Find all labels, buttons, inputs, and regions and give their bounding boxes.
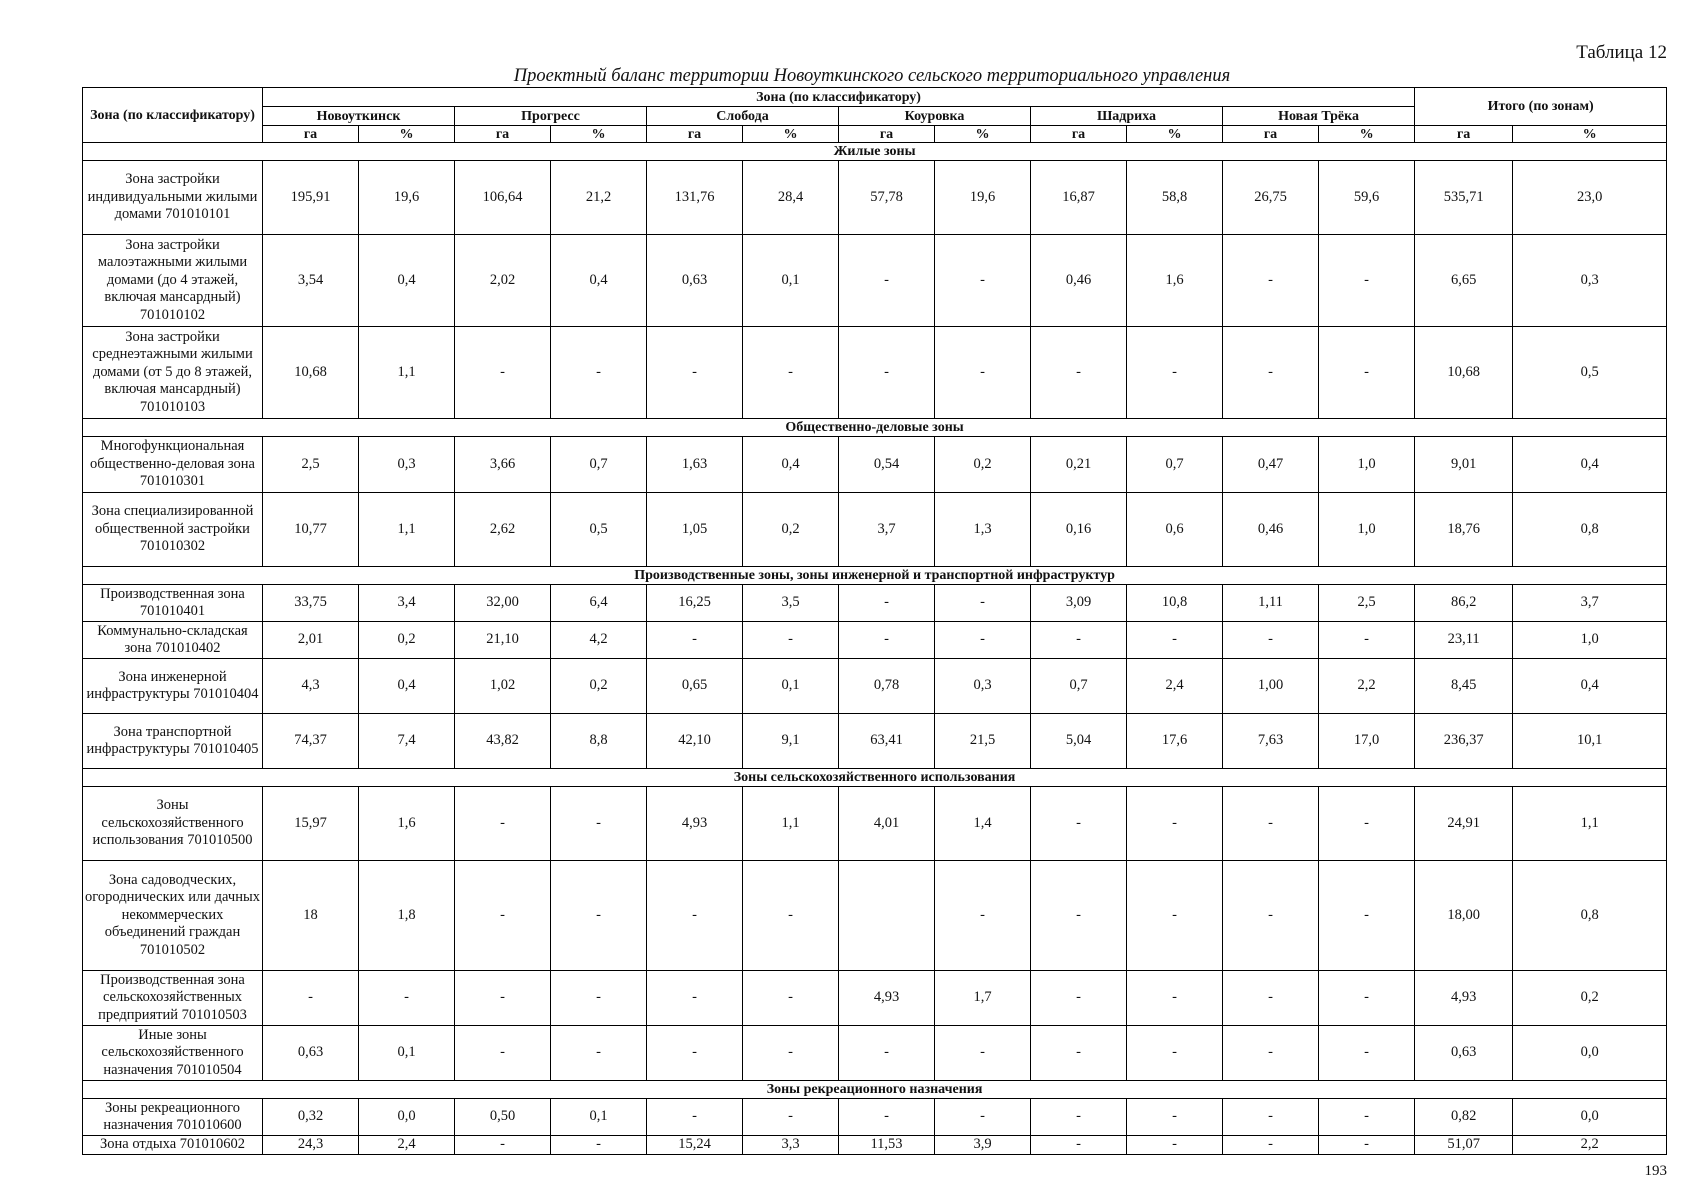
percent-cell: 0,1 (743, 659, 839, 714)
percent-cell: - (1127, 1026, 1223, 1081)
table-row (83, 1026, 1667, 1081)
section-row (83, 567, 1667, 585)
area-ha-cell: 24,91 (1415, 787, 1513, 861)
area-ha-cell: 1,05 (647, 493, 743, 567)
percent-cell: - (551, 1026, 647, 1081)
area-ha-cell: 18,00 (1415, 861, 1513, 971)
header-settlement: Новая Трёка (1223, 107, 1415, 126)
percent-cell: 3,4 (359, 585, 455, 622)
percent-cell: 0,4 (743, 437, 839, 493)
percent-cell: 0,8 (1513, 861, 1667, 971)
area-ha-cell: 1,63 (647, 437, 743, 493)
header-unit-ha: га (263, 126, 359, 143)
percent-cell: - (935, 1026, 1031, 1081)
area-ha-cell: - (1031, 1136, 1127, 1155)
percent-cell: - (1127, 1099, 1223, 1136)
header-unit-pct: % (1513, 126, 1667, 143)
area-ha-cell: 0,16 (1031, 493, 1127, 567)
percent-cell: 28,4 (743, 161, 839, 235)
percent-cell: - (1319, 622, 1415, 659)
percent-cell: - (743, 861, 839, 971)
percent-cell: 0,1 (359, 1026, 455, 1081)
area-ha-cell: 23,11 (1415, 622, 1513, 659)
header-settlement: Слобода (647, 107, 839, 126)
table-caption: Проектный баланс территории Новоуткинского сельского территориального управления (513, 66, 1231, 86)
percent-cell: 0,1 (743, 235, 839, 327)
area-ha-cell: 0,54 (839, 437, 935, 493)
area-ha-cell: - (455, 971, 551, 1026)
zone-name-cell: Зона отдыха 701010602 (83, 1136, 263, 1155)
percent-cell: - (935, 327, 1031, 419)
area-ha-cell: - (1031, 622, 1127, 659)
area-ha-cell (839, 861, 935, 971)
area-ha-cell: 0,7 (1031, 659, 1127, 714)
header-unit-pct: % (1319, 126, 1415, 143)
percent-cell: - (935, 861, 1031, 971)
area-ha-cell: - (647, 971, 743, 1026)
section-title: Жилые зоны (83, 143, 1667, 161)
percent-cell: 1,1 (359, 327, 455, 419)
section-title: Зоны сельскохозяйственного использования (83, 769, 1667, 787)
area-ha-cell: 15,97 (263, 787, 359, 861)
area-ha-cell: - (455, 1136, 551, 1155)
area-ha-cell: 10,68 (1415, 327, 1513, 419)
header-unit-ha: га (839, 126, 935, 143)
percent-cell: 0,6 (1127, 493, 1223, 567)
percent-cell: 21,2 (551, 161, 647, 235)
percent-cell: 0,2 (551, 659, 647, 714)
area-ha-cell: 9,01 (1415, 437, 1513, 493)
percent-cell: 0,4 (1513, 437, 1667, 493)
area-ha-cell: 11,53 (839, 1136, 935, 1155)
percent-cell: 1,6 (359, 787, 455, 861)
percent-cell: 0,4 (551, 235, 647, 327)
percent-cell: 6,4 (551, 585, 647, 622)
area-ha-cell: 1,00 (1223, 659, 1319, 714)
percent-cell: 0,2 (359, 622, 455, 659)
area-ha-cell: - (1223, 235, 1319, 327)
table-row (83, 235, 1667, 327)
percent-cell: - (935, 1099, 1031, 1136)
area-ha-cell: 2,02 (455, 235, 551, 327)
area-ha-cell: - (839, 622, 935, 659)
area-ha-cell: 0,50 (455, 1099, 551, 1136)
percent-cell: 1,0 (1319, 437, 1415, 493)
table-row (83, 1136, 1667, 1155)
area-ha-cell: - (1223, 1099, 1319, 1136)
header-settlement: Коуровка (839, 107, 1031, 126)
percent-cell: - (1127, 622, 1223, 659)
area-ha-cell: 0,47 (1223, 437, 1319, 493)
percent-cell: 0,2 (1513, 971, 1667, 1026)
area-ha-cell: - (455, 1026, 551, 1081)
area-ha-cell: 4,93 (839, 971, 935, 1026)
area-ha-cell: 8,45 (1415, 659, 1513, 714)
percent-cell: 2,2 (1513, 1136, 1667, 1155)
percent-cell: 9,1 (743, 714, 839, 769)
area-ha-cell: 16,25 (647, 585, 743, 622)
header-unit-pct: % (935, 126, 1031, 143)
table-body (83, 143, 1667, 1155)
percent-cell: 1,6 (1127, 235, 1223, 327)
zone-name-cell: Зона инженерной инфраструктуры 701010404 (83, 659, 263, 714)
table-row (83, 1099, 1667, 1136)
area-ha-cell: 2,01 (263, 622, 359, 659)
area-ha-cell: 3,7 (839, 493, 935, 567)
area-ha-cell: - (839, 585, 935, 622)
percent-cell: - (1127, 787, 1223, 861)
zone-name-cell: Зона специализированной общественной застройки 701010302 (83, 493, 263, 567)
section-title: Зоны рекреационного назначения (83, 1081, 1667, 1099)
percent-cell: 2,2 (1319, 659, 1415, 714)
header-total: Итого (по зонам) (1415, 88, 1667, 126)
area-ha-cell: 18 (263, 861, 359, 971)
percent-cell: - (743, 622, 839, 659)
percent-cell: 2,4 (359, 1136, 455, 1155)
area-ha-cell: - (455, 861, 551, 971)
area-ha-cell: 4,3 (263, 659, 359, 714)
percent-cell: 19,6 (935, 161, 1031, 235)
area-ha-cell: 0,63 (647, 235, 743, 327)
header-unit-pct: % (359, 126, 455, 143)
zone-name-cell: Зона застройки среднеэтажными жилыми домами (от 5 до 8 этажей, включая мансардный) 701010103 (83, 327, 263, 419)
section-row (83, 419, 1667, 437)
zone-name-cell: Зоны рекреационного назначения 701010600 (83, 1099, 263, 1136)
percent-cell: 3,7 (1513, 585, 1667, 622)
section-row (83, 143, 1667, 161)
percent-cell: - (551, 1136, 647, 1155)
zone-name-cell: Зона застройки малоэтажными жилыми домами (до 4 этажей, включая мансардный) 701010102 (83, 235, 263, 327)
percent-cell: 0,4 (1513, 659, 1667, 714)
percent-cell: 1,1 (359, 493, 455, 567)
area-ha-cell: - (839, 327, 935, 419)
area-ha-cell: 236,37 (1415, 714, 1513, 769)
percent-cell: - (1319, 1099, 1415, 1136)
percent-cell: 0,4 (359, 235, 455, 327)
percent-cell: 8,8 (551, 714, 647, 769)
area-ha-cell: 32,00 (455, 585, 551, 622)
table-row (83, 714, 1667, 769)
percent-cell: 10,1 (1513, 714, 1667, 769)
percent-cell: 3,5 (743, 585, 839, 622)
percent-cell: - (551, 971, 647, 1026)
percent-cell: 21,5 (935, 714, 1031, 769)
area-ha-cell: 535,71 (1415, 161, 1513, 235)
area-ha-cell: 16,87 (1031, 161, 1127, 235)
percent-cell: 0,5 (551, 493, 647, 567)
percent-cell: 0,7 (551, 437, 647, 493)
area-ha-cell: - (1031, 971, 1127, 1026)
percent-cell: 2,4 (1127, 659, 1223, 714)
percent-cell: - (935, 622, 1031, 659)
area-ha-cell: 10,77 (263, 493, 359, 567)
percent-cell: 0,0 (1513, 1026, 1667, 1081)
area-ha-cell: 57,78 (839, 161, 935, 235)
table-row (83, 659, 1667, 714)
area-ha-cell: - (839, 235, 935, 327)
percent-cell: - (1127, 971, 1223, 1026)
percent-cell: 19,6 (359, 161, 455, 235)
percent-cell: 23,0 (1513, 161, 1667, 235)
area-ha-cell: 63,41 (839, 714, 935, 769)
page-number: 193 (1644, 1163, 1667, 1179)
table-row (83, 493, 1667, 567)
table-row (83, 585, 1667, 622)
header-unit-ha: га (647, 126, 743, 143)
percent-cell: - (1319, 235, 1415, 327)
percent-cell: - (359, 971, 455, 1026)
percent-cell: 0,5 (1513, 327, 1667, 419)
percent-cell: 17,0 (1319, 714, 1415, 769)
area-ha-cell: - (1223, 1136, 1319, 1155)
area-ha-cell: 195,91 (263, 161, 359, 235)
percent-cell: 0,3 (935, 659, 1031, 714)
area-ha-cell: 0,63 (1415, 1026, 1513, 1081)
area-ha-cell: 6,65 (1415, 235, 1513, 327)
percent-cell: - (1319, 1136, 1415, 1155)
table-row (83, 622, 1667, 659)
table-row (83, 161, 1667, 235)
section-row (83, 1081, 1667, 1099)
table-row (83, 787, 1667, 861)
header-zone-group: Зона (по классификатору) (263, 88, 1415, 107)
area-ha-cell: 2,5 (263, 437, 359, 493)
area-ha-cell: - (647, 327, 743, 419)
area-ha-cell: 42,10 (647, 714, 743, 769)
zone-name-cell: Зона застройки индивидуальными жилыми домами 701010101 (83, 161, 263, 235)
percent-cell: 1,4 (935, 787, 1031, 861)
header-settlement: Шадриха (1031, 107, 1223, 126)
area-ha-cell: 4,93 (647, 787, 743, 861)
percent-cell: - (1127, 1136, 1223, 1155)
percent-cell: - (1319, 861, 1415, 971)
zone-name-cell: Зона транспортной инфраструктуры 701010405 (83, 714, 263, 769)
percent-cell: 59,6 (1319, 161, 1415, 235)
percent-cell: - (551, 861, 647, 971)
table-row (83, 971, 1667, 1026)
area-ha-cell: 86,2 (1415, 585, 1513, 622)
percent-cell: 7,4 (359, 714, 455, 769)
percent-cell: - (935, 235, 1031, 327)
area-ha-cell: - (1223, 971, 1319, 1026)
area-ha-cell: - (1223, 622, 1319, 659)
area-ha-cell: 0,46 (1223, 493, 1319, 567)
percent-cell: - (1319, 971, 1415, 1026)
area-ha-cell: 33,75 (263, 585, 359, 622)
area-ha-cell: 10,68 (263, 327, 359, 419)
area-ha-cell: 24,3 (263, 1136, 359, 1155)
percent-cell: - (743, 1026, 839, 1081)
area-ha-cell: - (455, 787, 551, 861)
percent-cell: 4,2 (551, 622, 647, 659)
area-ha-cell: 5,04 (1031, 714, 1127, 769)
header-unit-ha: га (1223, 126, 1319, 143)
area-ha-cell: - (1223, 861, 1319, 971)
area-ha-cell: - (1223, 787, 1319, 861)
table-number: Таблица 12 (1576, 42, 1667, 63)
section-row (83, 769, 1667, 787)
area-ha-cell: - (263, 971, 359, 1026)
section-title: Производственные зоны, зоны инженерной и транспортной инфраструктур (83, 567, 1667, 585)
percent-cell: 17,6 (1127, 714, 1223, 769)
area-ha-cell: 74,37 (263, 714, 359, 769)
percent-cell: - (551, 787, 647, 861)
area-ha-cell: - (1031, 787, 1127, 861)
zone-name-cell: Иные зоны сельскохозяйственного назначения 701010504 (83, 1026, 263, 1081)
percent-cell: 1,1 (1513, 787, 1667, 861)
area-ha-cell: 2,62 (455, 493, 551, 567)
area-ha-cell: 0,21 (1031, 437, 1127, 493)
percent-cell: 1,8 (359, 861, 455, 971)
header-unit-pct: % (1127, 126, 1223, 143)
area-ha-cell: 1,11 (1223, 585, 1319, 622)
area-ha-cell: - (1223, 327, 1319, 419)
area-ha-cell: 106,64 (455, 161, 551, 235)
area-ha-cell: 43,82 (455, 714, 551, 769)
percent-cell: 58,8 (1127, 161, 1223, 235)
percent-cell: 0,4 (359, 659, 455, 714)
percent-cell: - (935, 585, 1031, 622)
header-settlement: Прогресс (455, 107, 647, 126)
zone-name-cell: Зона садоводческих, огороднических или дачных некоммерческих объединений граждан 701010502 (83, 861, 263, 971)
header-unit-pct: % (551, 126, 647, 143)
area-ha-cell: 3,66 (455, 437, 551, 493)
area-ha-cell: - (1031, 1026, 1127, 1081)
percent-cell: 3,3 (743, 1136, 839, 1155)
area-ha-cell: 21,10 (455, 622, 551, 659)
area-ha-cell: 1,02 (455, 659, 551, 714)
area-ha-cell: 3,54 (263, 235, 359, 327)
percent-cell: 1,3 (935, 493, 1031, 567)
percent-cell: - (743, 327, 839, 419)
area-ha-cell: - (455, 327, 551, 419)
area-ha-cell: 0,65 (647, 659, 743, 714)
area-ha-cell: 0,78 (839, 659, 935, 714)
area-ha-cell: 0,63 (263, 1026, 359, 1081)
percent-cell: - (551, 327, 647, 419)
area-ha-cell: 0,46 (1031, 235, 1127, 327)
zone-name-cell: Производственная зона сельскохозяйственных предприятий 701010503 (83, 971, 263, 1026)
zone-name-cell: Зоны сельскохозяйственного использования 701010500 (83, 787, 263, 861)
percent-cell: 1,0 (1513, 622, 1667, 659)
zone-name-cell: Производственная зона 701010401 (83, 585, 263, 622)
percent-cell: 2,5 (1319, 585, 1415, 622)
percent-cell: 1,7 (935, 971, 1031, 1026)
percent-cell: 3,9 (935, 1136, 1031, 1155)
percent-cell: 0,3 (1513, 235, 1667, 327)
area-ha-cell: - (839, 1099, 935, 1136)
area-ha-cell: - (647, 1026, 743, 1081)
table-row (83, 437, 1667, 493)
area-ha-cell: 51,07 (1415, 1136, 1513, 1155)
area-ha-cell: - (647, 622, 743, 659)
percent-cell: - (1319, 1026, 1415, 1081)
area-ha-cell: 4,01 (839, 787, 935, 861)
zone-name-cell: Коммунально-складская зона 701010402 (83, 622, 263, 659)
area-ha-cell: 18,76 (1415, 493, 1513, 567)
percent-cell: 0,2 (935, 437, 1031, 493)
percent-cell: - (1319, 327, 1415, 419)
header-settlement: Новоуткинск (263, 107, 455, 126)
header-zone: Зона (по классификатору) (83, 88, 263, 143)
area-ha-cell: - (647, 861, 743, 971)
section-title: Общественно-деловые зоны (83, 419, 1667, 437)
area-ha-cell: 0,82 (1415, 1099, 1513, 1136)
area-ha-cell: - (1031, 861, 1127, 971)
header-unit-ha: га (455, 126, 551, 143)
balance-table (82, 87, 1667, 1155)
percent-cell: - (1319, 787, 1415, 861)
header-unit-pct: % (743, 126, 839, 143)
table-row (83, 327, 1667, 419)
percent-cell: 0,0 (1513, 1099, 1667, 1136)
area-ha-cell: 4,93 (1415, 971, 1513, 1026)
table-row (83, 861, 1667, 971)
percent-cell: 0,3 (359, 437, 455, 493)
percent-cell: - (743, 971, 839, 1026)
area-ha-cell: - (1031, 1099, 1127, 1136)
area-ha-cell: 0,32 (263, 1099, 359, 1136)
percent-cell: 0,0 (359, 1099, 455, 1136)
area-ha-cell: - (839, 1026, 935, 1081)
header-unit-ha: га (1031, 126, 1127, 143)
percent-cell: - (1127, 861, 1223, 971)
percent-cell: - (1127, 327, 1223, 419)
percent-cell: 0,8 (1513, 493, 1667, 567)
percent-cell: 1,1 (743, 787, 839, 861)
percent-cell: - (743, 1099, 839, 1136)
header-unit-ha: га (1415, 126, 1513, 143)
area-ha-cell: 26,75 (1223, 161, 1319, 235)
area-ha-cell: 131,76 (647, 161, 743, 235)
percent-cell: 0,1 (551, 1099, 647, 1136)
area-ha-cell: - (647, 1099, 743, 1136)
zone-name-cell: Многофункциональная общественно-деловая зона 701010301 (83, 437, 263, 493)
area-ha-cell: - (1223, 1026, 1319, 1081)
percent-cell: 0,7 (1127, 437, 1223, 493)
percent-cell: 10,8 (1127, 585, 1223, 622)
area-ha-cell: 3,09 (1031, 585, 1127, 622)
percent-cell: 0,2 (743, 493, 839, 567)
area-ha-cell: 7,63 (1223, 714, 1319, 769)
percent-cell: 1,0 (1319, 493, 1415, 567)
area-ha-cell: - (1031, 327, 1127, 419)
area-ha-cell: 15,24 (647, 1136, 743, 1155)
